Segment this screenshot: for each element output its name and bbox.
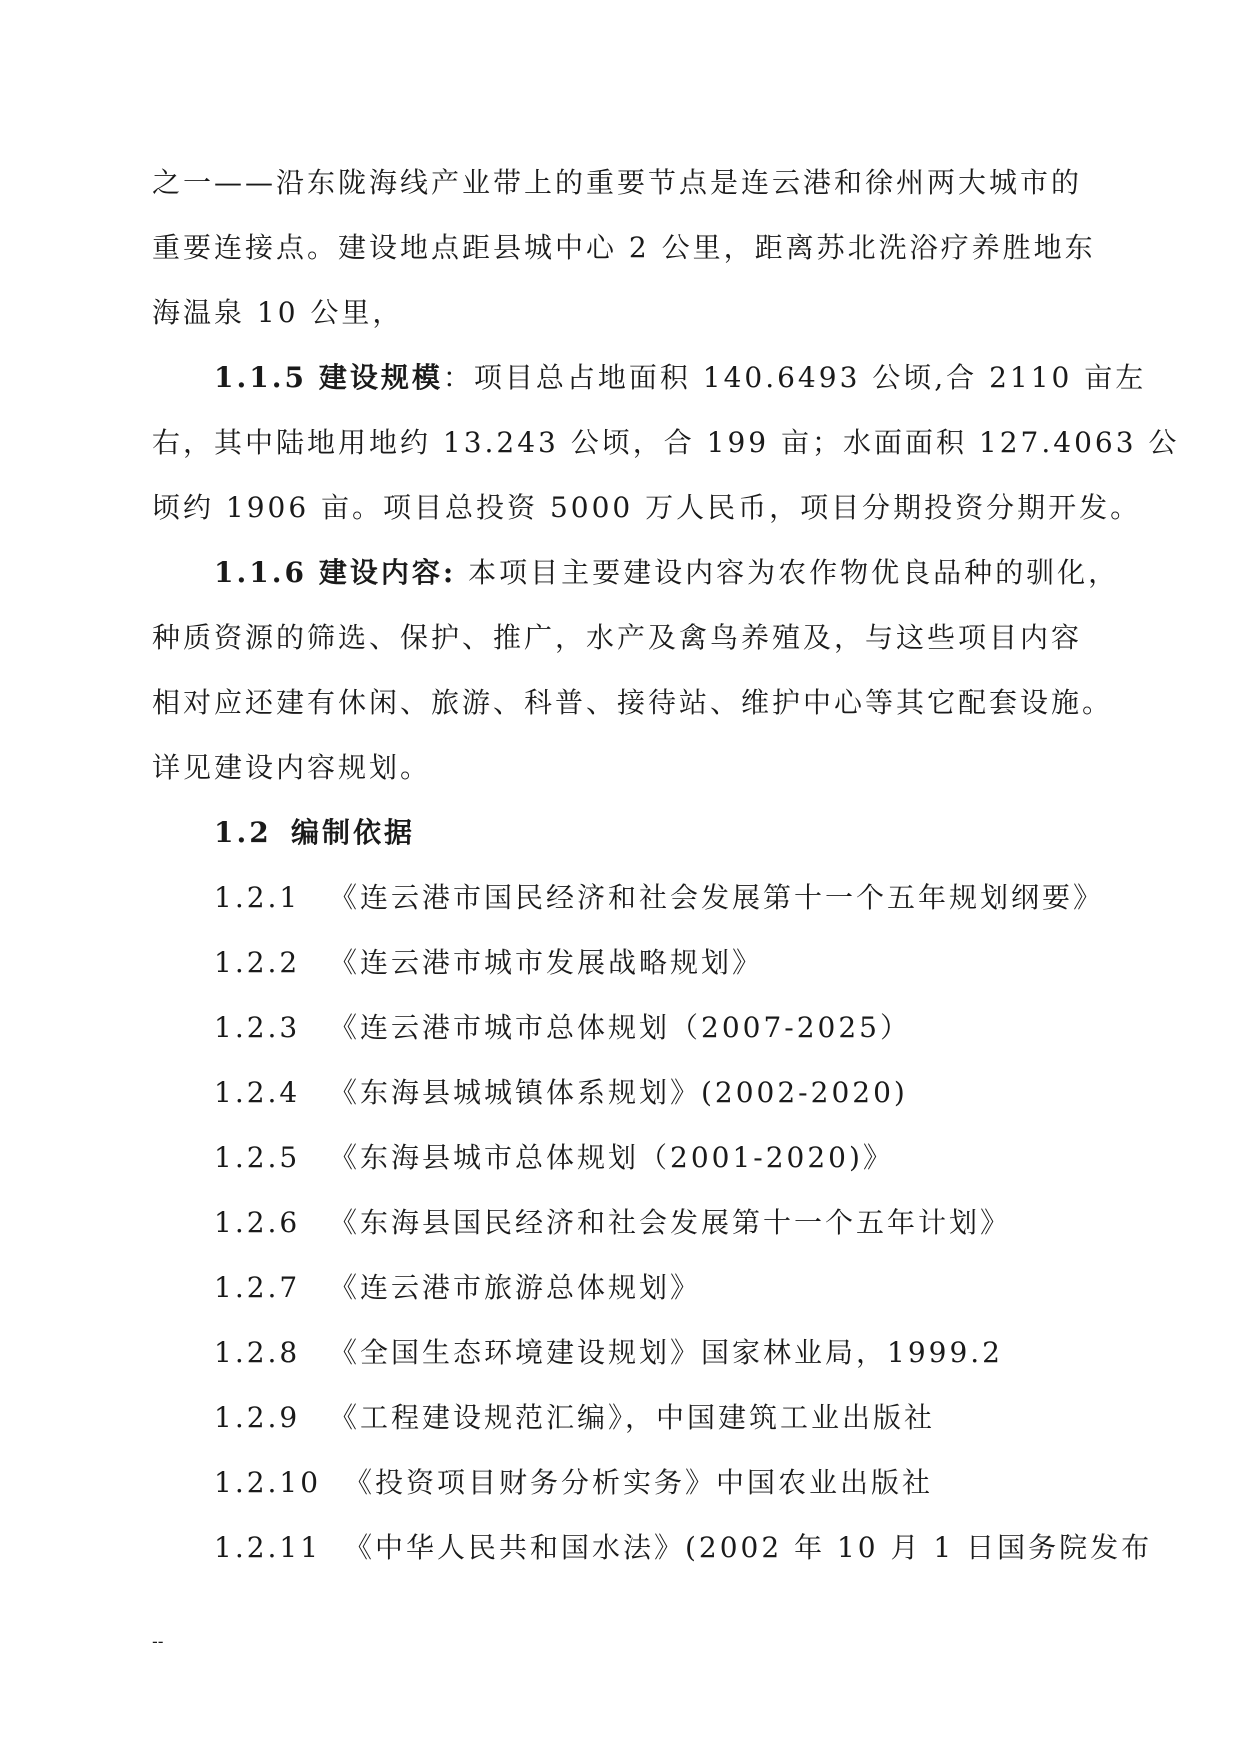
body-line: 海温泉 10 公里， — [152, 296, 404, 329]
body-line: 右，其中陆地用地约 13.243 公顷，合 199 亩；水面面积 127.4063 公 — [152, 426, 1180, 459]
section-text: 本项目主要建设内容为农作物优良品种的驯化， — [456, 556, 1120, 589]
reference-text: 《东海县城市总体规划（2001-2020)》 — [329, 1141, 894, 1174]
reference-number: 1.2.9 — [214, 1401, 301, 1434]
body-line: 之一——沿东陇海线产业带上的重要节点是连云港和徐州两大城市的 — [152, 166, 1083, 199]
section-number: 1.1.6 — [214, 556, 307, 589]
body-line: 种质资源的筛选、保护、推广，水产及禽鸟养殖及，与这些项目内容 — [152, 621, 1083, 654]
section-heading-1-2 — [152, 800, 1092, 865]
reference-number: 1.2.6 — [214, 1206, 301, 1239]
reference-item — [152, 1255, 1092, 1320]
reference-item — [152, 1320, 1092, 1385]
section-1-1-6 — [152, 540, 1120, 605]
reference-text: 《连云港市旅游总体规划》 — [329, 1271, 702, 1304]
reference-item — [152, 995, 1092, 1060]
heading-number: 1.2 — [214, 816, 272, 849]
reference-item — [152, 1060, 1092, 1125]
reference-item — [152, 1125, 1092, 1190]
reference-item — [152, 1450, 1092, 1515]
reference-text: 《连云港市城市发展战略规划》 — [329, 946, 764, 979]
reference-text: 《工程建设规范汇编》，中国建筑工业出版社 — [329, 1401, 936, 1434]
reference-text: 《全国生态环境建设规划》国家林业局，1999.2 — [329, 1336, 1003, 1369]
body-line: 顷约 1906 亩。项目总投资 5000 万人民币，项目分期投资分期开发。 — [152, 491, 1142, 524]
reference-number: 1.2.11 — [214, 1531, 322, 1564]
reference-text: 《连云港市国民经济和社会发展第十一个五年规划纲要》 — [329, 881, 1105, 914]
section-1-1-5 — [152, 345, 1147, 410]
document-page — [152, 150, 1180, 1580]
reference-item — [152, 930, 1092, 995]
section-number: 1.1.5 — [214, 361, 307, 394]
body-line: 相对应还建有休闲、旅游、科普、接待站、维护中心等其它配套设施。 — [152, 686, 1114, 719]
reference-item — [152, 865, 1105, 930]
reference-item — [152, 1515, 1153, 1580]
reference-number: 1.2.1 — [214, 881, 301, 914]
reference-number: 1.2.4 — [214, 1076, 301, 1109]
body-line: 详见建设内容规划。 — [152, 751, 432, 784]
reference-number: 1.2.10 — [214, 1466, 322, 1499]
reference-text: 《投资项目财务分析实务》中国农业出版社 — [344, 1466, 934, 1499]
section-label: 建设内容: — [318, 556, 457, 589]
reference-number: 1.2.3 — [214, 1011, 301, 1044]
reference-text: 《连云港市城市总体规划（2007-2025） — [329, 1011, 911, 1044]
reference-number: 1.2.2 — [214, 946, 301, 979]
reference-text: 《东海县城城镇体系规划》(2002-2020) — [329, 1076, 908, 1109]
reference-number: 1.2.8 — [214, 1336, 301, 1369]
body-line: 重要连接点。建设地点距县城中心 2 公里，距离苏北洗浴疗养胜地东 — [152, 231, 1096, 264]
reference-text: 《中华人民共和国水法》(2002 年 10 月 1 日国务院发布 — [344, 1531, 1153, 1564]
reference-number: 1.2.5 — [214, 1141, 301, 1174]
reference-text: 《东海县国民经济和社会发展第十一个五年计划》 — [329, 1206, 1012, 1239]
reference-item — [152, 1385, 1092, 1450]
section-text: ：项目总占地面积 140.6493 公顷,合 2110 亩左 — [442, 361, 1147, 394]
reference-item — [152, 1190, 1092, 1255]
section-label: 建设规模 — [318, 361, 443, 394]
page-footer-mark: -- — [152, 1632, 164, 1651]
reference-number: 1.2.7 — [214, 1271, 301, 1304]
heading-title: 编制依据 — [291, 816, 416, 849]
